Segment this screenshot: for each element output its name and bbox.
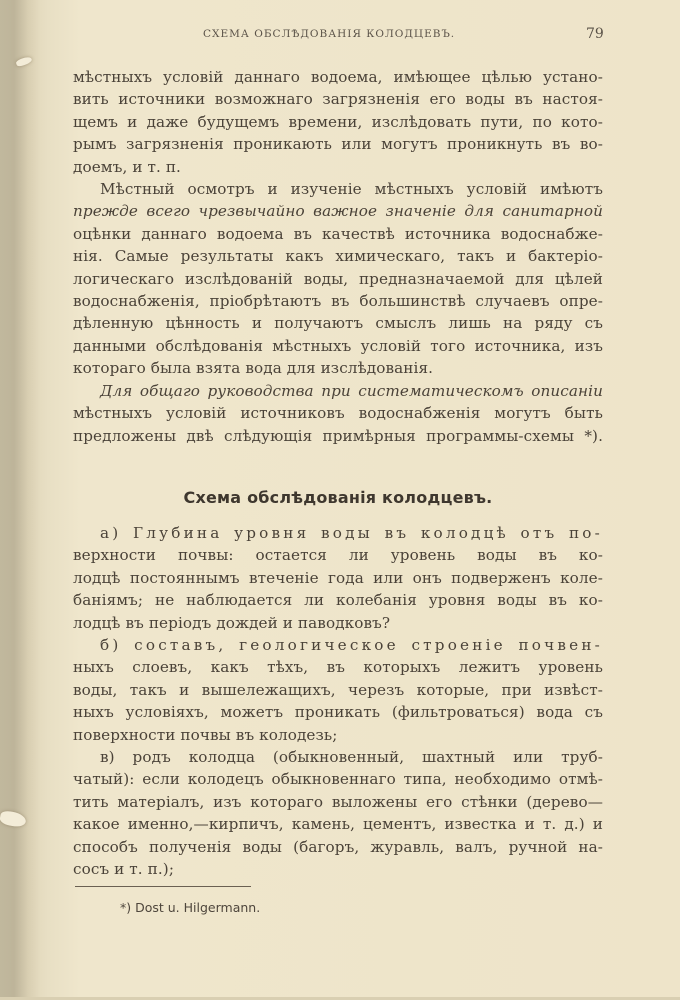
text-line: ныхъ слоевъ, какъ тѣхъ, въ которыхъ лежитъ уровень [73,658,603,677]
binding-shadow [0,0,40,1000]
section-heading: Схема обслѣдованія колодцевъ. [183,488,493,507]
text-line: способъ полученія воды (багоръ, журавль, валъ, ручной на- [73,837,603,856]
paragraph-3 [73,380,603,447]
text-line: оцѣнки даннаго водоема въ качествѣ источника водоснабже- [73,224,603,243]
text-line: лодцѣ постояннымъ втеченіе года или онъ подверженъ коле- [73,568,603,587]
text-line: б) составъ, геологическое строеніе почвен- [100,636,603,655]
text-line: котораго была взята вода для изслѣдованія. [73,359,434,378]
paragraph-2 [73,178,603,380]
text-line: сосъ и т. п.); [73,860,175,879]
text-line: ныхъ условіяхъ, можетъ проникать (фильтроваться) вода съ [73,703,603,722]
text-line: а) Глубина уровня воды въ колодцѣ отъ по- [100,524,603,542]
text-line: какое именно,—кирпичъ, камень, цементъ, известка и т. д.) и [73,815,603,834]
footnote: *) Dost u. Hilgermann. [120,900,261,915]
text-line: рымъ загрязненія проникають или могутъ проникнуть въ во- [73,135,603,154]
text-line: мѣстныхъ условій источниковъ водоснабженія могутъ быть [73,404,603,423]
footnote-divider [75,886,251,887]
item-a [73,522,603,634]
text-line: воды, такъ и вышележащихъ, черезъ которые, при извѣст- [73,680,603,699]
text-line: щемъ и даже будущемъ времени, изслѣдовать пути, по кото- [73,112,603,131]
intro-text [73,66,603,447]
text-line: в) родъ колодца (обыкновенный, шахтный или труб- [100,748,603,767]
text-line: дѣленную цѣнность и получаютъ смыслъ лишь на ряду съ [73,314,603,333]
text-line: предложены двѣ слѣдующія примѣрныя программы-схемы *). [73,426,603,445]
text-line: Мѣстный осмотръ и изученіе мѣстныхъ условій имѣютъ [100,180,603,199]
text-line: данными обслѣдованія мѣстныхъ условій того источника, изъ [73,336,603,355]
item-v [73,746,603,880]
text-line: баніямъ; не наблюдается ли колебанія уровня воды въ ко- [73,591,603,610]
text-line: вить источники возможнаго загрязненія его воды въ настоя- [73,90,603,109]
text-line: чатый): если колодецъ обыкновеннаго типа, необходимо отмѣ- [73,770,603,789]
text-line: поверхности почвы въ колодезь; [73,725,338,744]
running-title: СХЕМА ОБСЛѢДОВАНІЯ КОЛОДЦЕВЪ. [203,28,456,40]
text-line: прежде всего чрезвычайно важное значеніе для санитарной [73,202,603,221]
text-line: логическаго изслѣдованій воды, предназначаемой для цѣлей [73,269,603,288]
item-b [73,634,603,746]
text-line: Для общаго руководства при систематическомъ описаніи [100,381,603,400]
text-line: тить матеріалъ, изъ котораго выложены его стѣнки (дерево— [73,792,603,811]
text-line: мѣстныхъ условій даннаго водоема, имѣющее цѣлью устано- [73,68,603,86]
text-line: лодцѣ въ періодъ дождей и паводковъ? [73,613,391,632]
text-line: водоснабженія, пріобрѣтаютъ въ большинствѣ случаевъ опре- [73,292,603,311]
page-number: 79 [586,26,604,42]
text-line: нія. Самые результаты какъ химическаго, такъ и бактеріо- [73,247,603,266]
paragraph-1 [73,66,603,178]
text-line: доемъ, и т. п. [73,157,181,176]
survey-items [73,522,603,881]
text-line: верхности почвы: остается ли уровень воды въ ко- [73,546,603,565]
